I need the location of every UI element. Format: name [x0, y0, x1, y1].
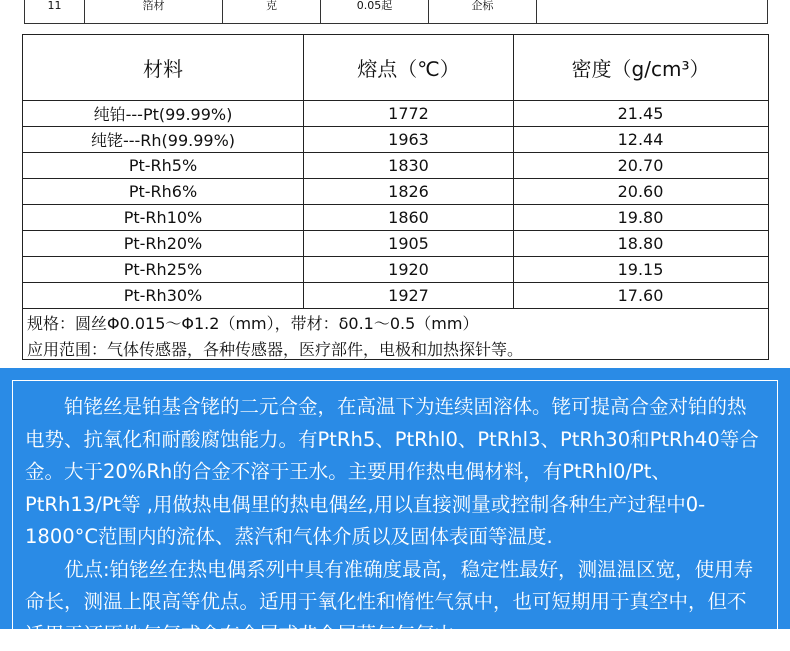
material-properties-table [22, 34, 769, 360]
table-row [23, 205, 768, 231]
header-melting-point: 熔点（℃） [304, 35, 514, 100]
previous-table-row [24, 0, 768, 24]
form-cell: 箔材 [85, 0, 223, 23]
table-row [23, 101, 768, 127]
table-header [23, 35, 768, 101]
table-row [23, 153, 768, 179]
quantity-cell: 0.05起 [321, 0, 429, 23]
density-cell: 19.80 [514, 205, 767, 230]
density-cell: 20.70 [514, 153, 767, 178]
melting-cell: 1826 [304, 179, 514, 204]
material-cell: 纯铂---Pt(99.99%) [23, 101, 304, 126]
melting-cell: 1920 [304, 257, 514, 282]
standard-cell: 企标 [429, 0, 537, 23]
description-paragraph-1: 铂铑丝是铂基含铑的二元合金，在高温下为连续固溶体。铑可提高合金对铂的热电势、抗氧化和耐酸腐蚀能力。有PtRh5、PtRhl0、PtRhl3、PtRh30和PtRh40等合金。大于20%Rh的合金不溶于王水。主要用作热电偶材料，有PtRhl0/Pt、PtRh13/Pt等 ,用做热电偶里的热电偶丝,用以直接测量或控制各种生产过程中0-1800°C范围内的流体、蒸汽和气体介质以及固体表面等温度. [25, 391, 765, 554]
description-frame [12, 380, 778, 640]
density-cell: 12.44 [514, 127, 767, 152]
material-cell: Pt-Rh10% [23, 205, 304, 230]
description-paragraph-2: 优点:铂铑丝在热电偶系列中具有准确度最高，稳定性最好，测温温区宽，使用寿命长，测温上限高等优点。适用于氧化性和惰性气氛中，也可短期用于真空中，但不适用于还原性气氛或含有金属或非金属蒸气气氛中。 [25, 554, 765, 651]
melting-cell: 1963 [304, 127, 514, 152]
header-density: 密度（g/cm³） [514, 35, 767, 100]
density-cell: 20.60 [514, 179, 767, 204]
table-row [23, 283, 768, 309]
description-panel [0, 368, 790, 629]
unit-cell: 克 [223, 0, 321, 23]
melting-cell: 1860 [304, 205, 514, 230]
empty-cell [537, 0, 767, 23]
material-cell: 纯铑---Rh(99.99%) [23, 127, 304, 152]
melting-cell: 1772 [304, 101, 514, 126]
row-index-cell: 11 [25, 0, 85, 23]
table-row [23, 127, 768, 153]
density-cell: 18.80 [514, 231, 767, 256]
material-cell: Pt-Rh25% [23, 257, 304, 282]
melting-cell: 1905 [304, 231, 514, 256]
density-cell: 21.45 [514, 101, 767, 126]
material-cell: Pt-Rh30% [23, 283, 304, 308]
table-row [23, 231, 768, 257]
material-cell: Pt-Rh20% [23, 231, 304, 256]
spec-note: 规格：圆丝Φ0.015～Φ1.2（mm），带材：δ0.1～0.5（mm） [23, 309, 768, 335]
density-cell: 17.60 [514, 283, 767, 308]
melting-cell: 1927 [304, 283, 514, 308]
table-row [23, 179, 768, 205]
table-row [23, 257, 768, 283]
usage-note: 应用范围：气体传感器，各种传感器，医疗部件，电极和加热探针等。 [23, 335, 768, 361]
melting-cell: 1830 [304, 153, 514, 178]
header-material: 材料 [23, 35, 304, 100]
material-cell: Pt-Rh5% [23, 153, 304, 178]
material-cell: Pt-Rh6% [23, 179, 304, 204]
density-cell: 19.15 [514, 257, 767, 282]
